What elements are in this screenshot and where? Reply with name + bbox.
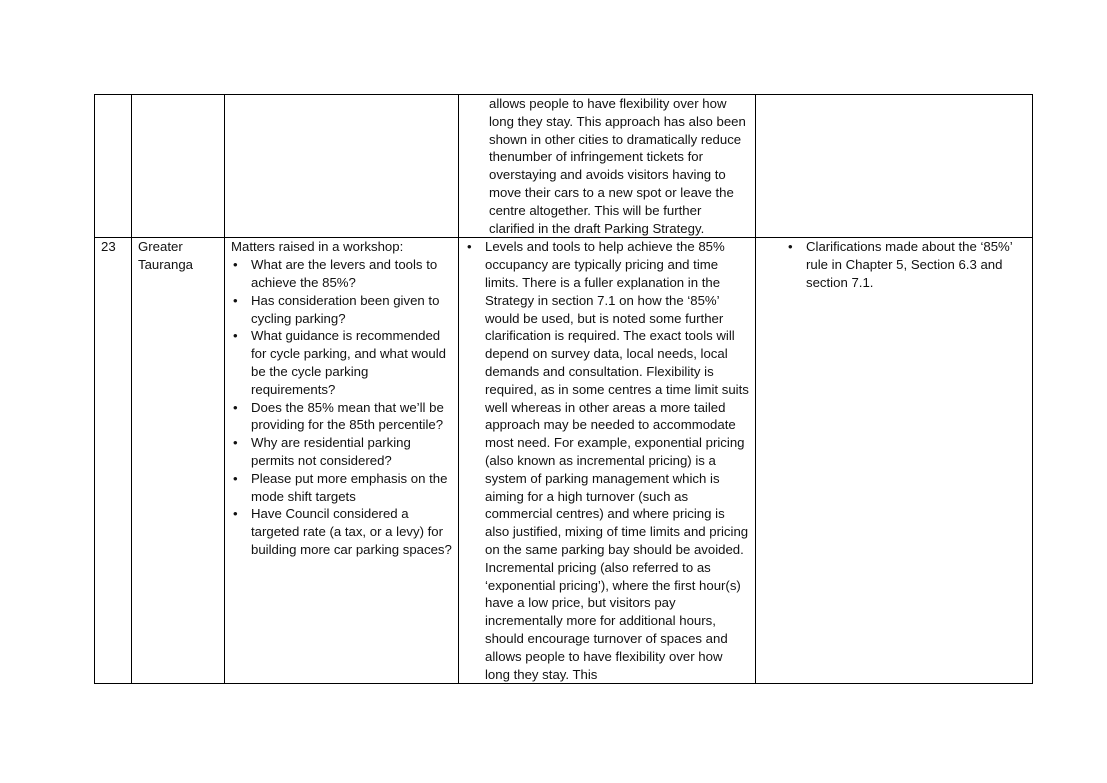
number-cell (95, 95, 132, 238)
submitter-cell (132, 95, 225, 238)
change-cell (756, 95, 1033, 238)
matters-cell (225, 95, 459, 238)
response-cell (459, 238, 756, 684)
response-list (465, 238, 749, 683)
list-item: • Levels and tools to help achieve the 85% occupancy are typically pricing and time limits. There is a fuller explanation in the Strategy in section 7.1 on how the ‘85%’ would be used, but is noted some further clarification is required. The exact tools will depend on survey data, local needs, local demands and consultation. Flexibility is required, as in some centres a time limit suits well whereas in other areas a more tailed approach may be needed to accommodate most need. For example, exponential pricing (also known as incremental pricing) is a system of parking management which is aiming for a high turnover (such as commercial centres) and where pricing is also justified, mixing of time limits and pricing on the same parking bay should be avoided. Incremental pricing (also referred to as ‘exponential pricing’), where the first hour(s) have a low price, but visitors pay incrementally more for additional hours, should encourage turnover of spaces and allows people to have flexibility over how long they stay. This (485, 238, 749, 683)
response-cell (459, 95, 756, 238)
submitter-name: Greater Tauranga (138, 239, 193, 273)
list-item: • Clarifications made about the ‘85%’ rule in Chapter 5, Section 6.3 and section 7.1. (806, 238, 1026, 291)
row-number: 23 (101, 239, 116, 255)
list-item: • Please put more emphasis on the mode shift targets (251, 470, 452, 506)
change-cell (756, 238, 1033, 684)
list-item: • Have Council considered a targeted rate (a tax, or a levy) for building more car parking spaces? (251, 505, 452, 558)
list-item: • Why are residential parking permits not considered? (251, 434, 452, 470)
table-row (95, 95, 1033, 238)
submissions-table (94, 94, 1033, 684)
submitter-cell (132, 238, 225, 684)
table-row (95, 238, 1033, 684)
list-item: • What are the levers and tools to achieve the 85%? (251, 256, 452, 292)
list-item: • What guidance is recommended for cycle parking, and what would be the cycle parking requirements? (251, 327, 452, 398)
response-text: allows people to have flexibility over how long they stay. This approach has also been shown in other cities to dramatically reduce thenumber of infringement tickets for overstaying and avoids visitors having to move their cars to a new spot or leave the centre altogether. This will be further clarified in the draft Parking Strategy. (489, 96, 746, 236)
list-item: • Does the 85% mean that we’ll be providing for the 85th percentile? (251, 399, 452, 435)
matters-cell (225, 238, 459, 684)
list-item: • Has consideration been given to cycling parking? (251, 292, 452, 328)
matters-list (231, 256, 452, 559)
number-cell (95, 238, 132, 684)
matters-intro: Matters raised in a workshop: (231, 239, 404, 255)
change-list (786, 238, 1026, 291)
